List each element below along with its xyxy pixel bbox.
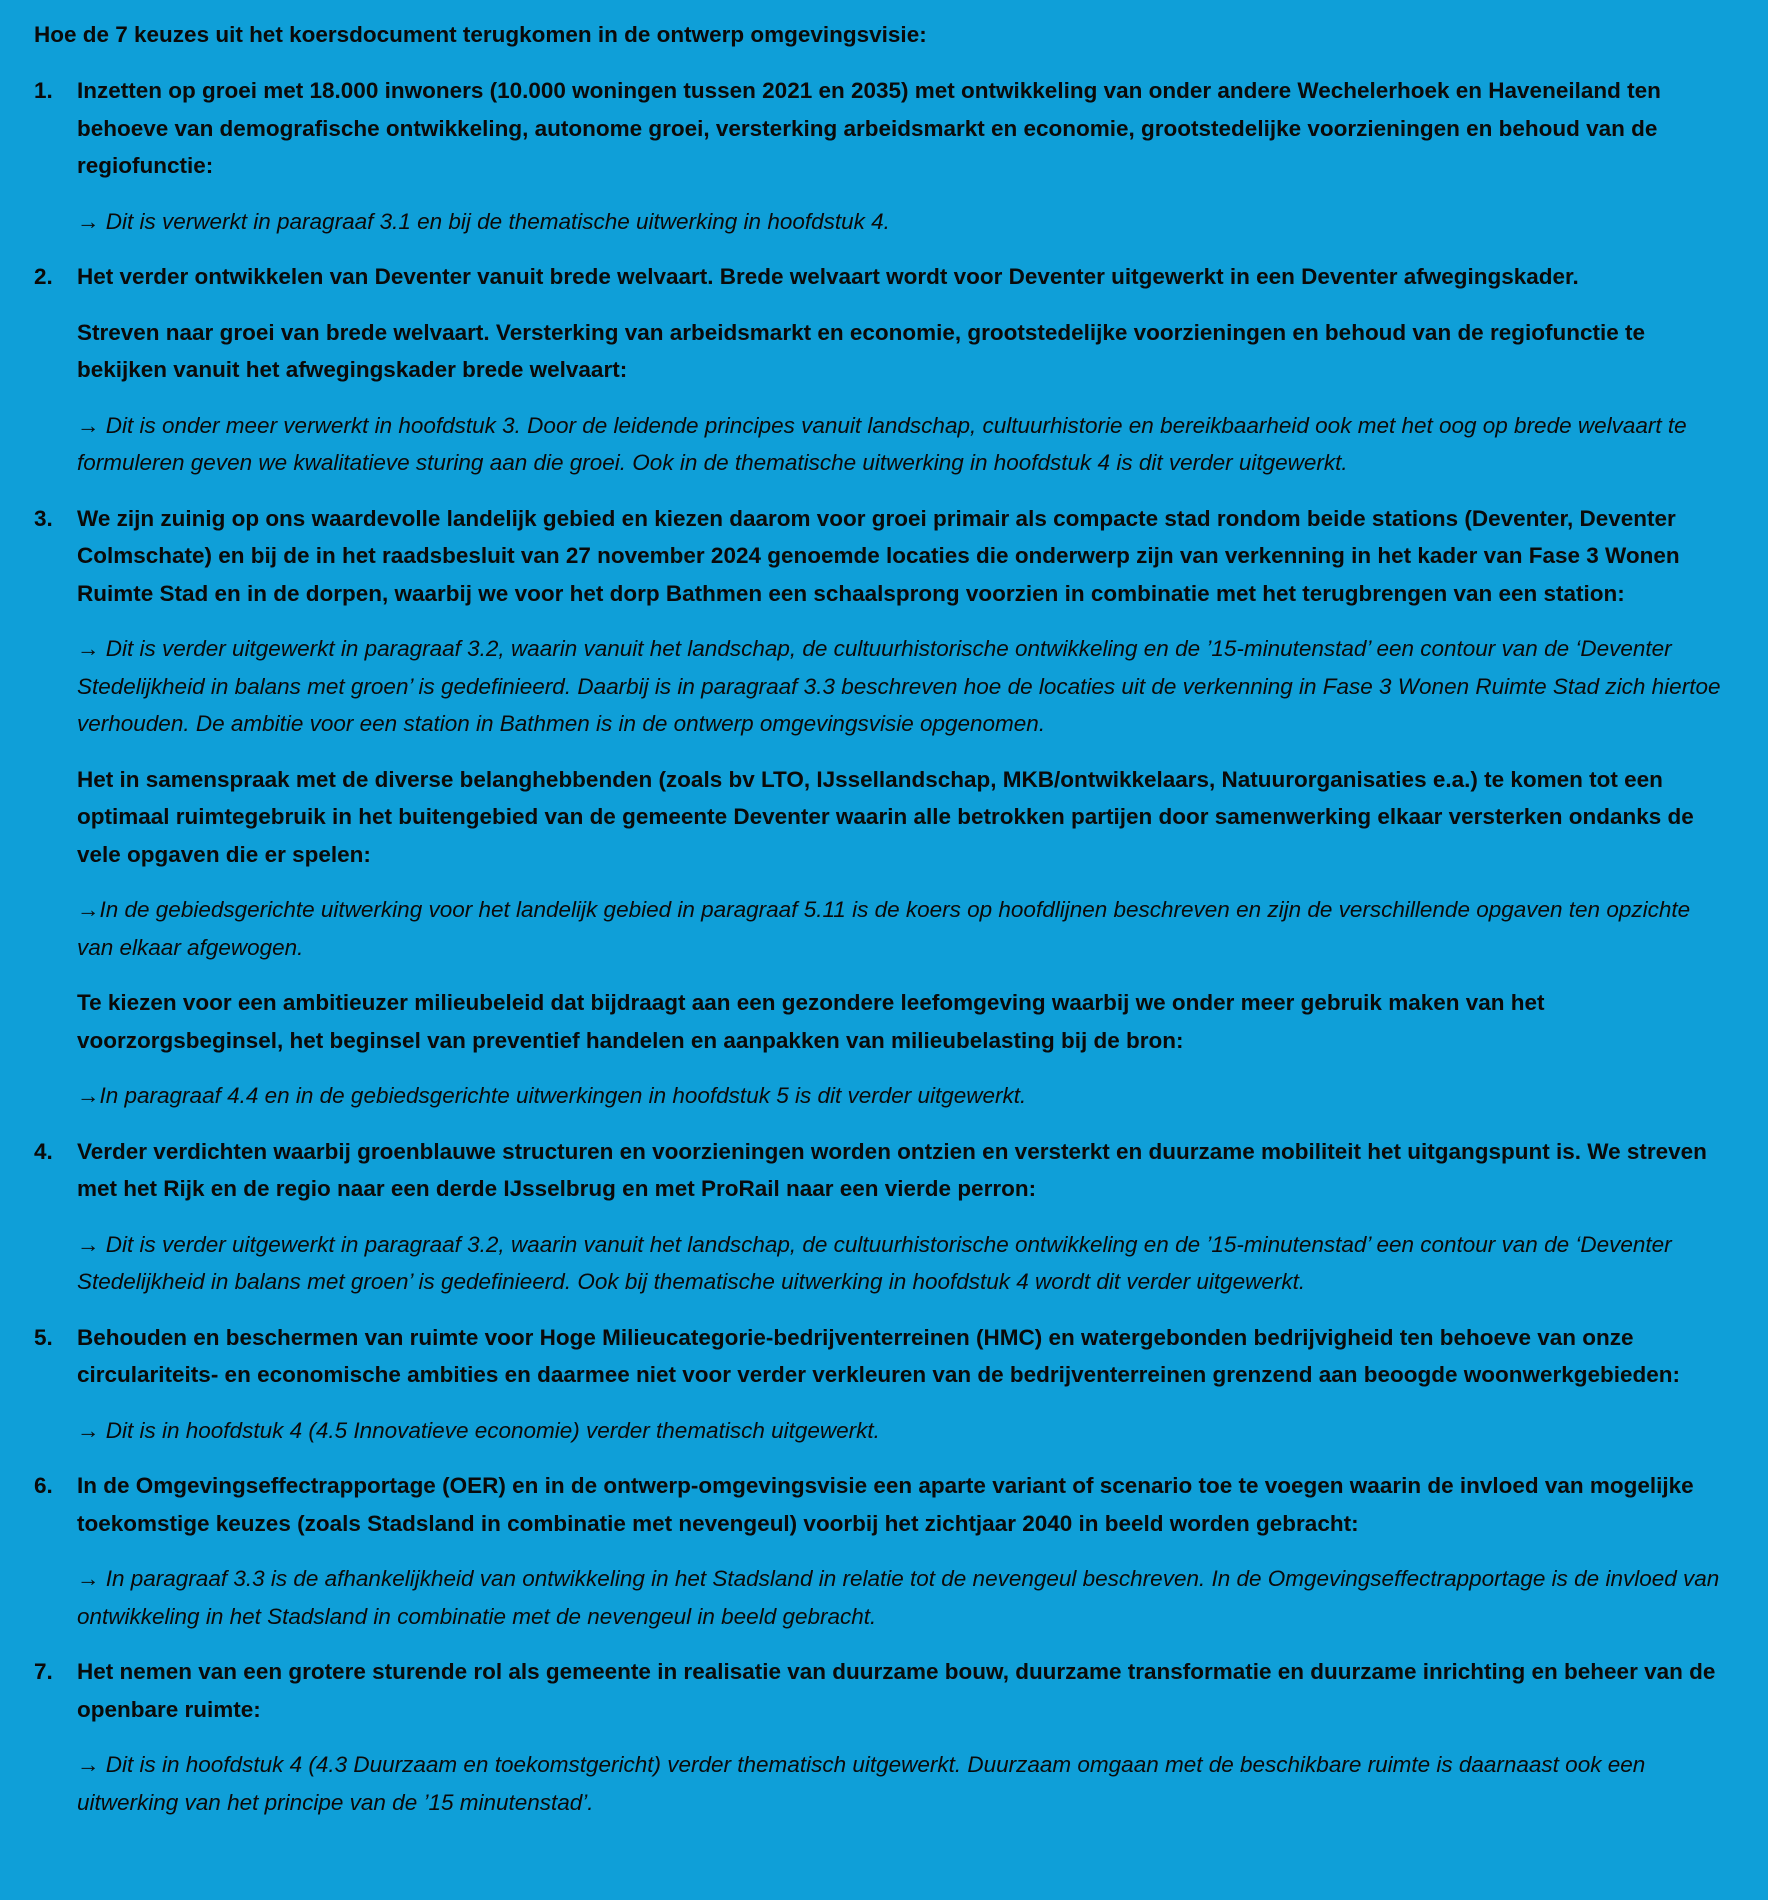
choice-paragraph: Het in samenspraak met de diverse belanghebbenden (zoals bv LTO, IJssellandschap, MKB/ontwikkelaars, Natuurorganisaties e.a.) te komen tot een optimaal ruimtegebruik in het buitengebied van de gemeente Deventer waarin alle betrokken partijen door samenwerking elkaar versterken ondanks de vele opgaven die er spelen:: [77, 766, 1694, 867]
list-item: [34, 1133, 1724, 1301]
document-heading: Hoe de 7 keuzes uit het koersdocument terugkomen in de ontwerp omgevingsvisie:: [34, 22, 927, 47]
list-item: [34, 258, 1724, 482]
list-item: [34, 1653, 1724, 1821]
choice-paragraph: Te kiezen voor een ambitieuzer milieubeleid dat bijdraagt aan een gezondere leefomgeving waarbij we onder meer gebruik maken van het voorzorgsbeginsel, het beginsel van preventief handelen en aanpakken van milieubelasting bij de bron:: [77, 990, 1545, 1053]
list-item-body: [77, 1319, 1724, 1450]
list-item-number: 1.: [34, 78, 53, 103]
list-item: [34, 1319, 1724, 1450]
elaboration-paragraph: → Dit is verder uitgewerkt in paragraaf 3.2, waarin vanuit het landschap, de cultuurhistorische ontwikkeling en de ’15-minutenstad’ een contour van de ‘Deventer Stedelijkheid in balans met groen’ is gedefinieerd. Ook bij thematische uitwerking in hoofdstuk 4 wordt dit verder uitgewerkt.: [77, 1231, 1672, 1294]
list-item: [34, 72, 1724, 240]
list-item-body: [77, 258, 1724, 482]
choice-paragraph: Inzetten op groei met 18.000 inwoners (10.000 woningen tussen 2021 en 2035) met ontwikkeling van onder andere Wechelerhoek en Haveneiland ten behoeve van demografische ontwikkeling, autonome groei, versterking arbeidsmarkt en economie, grootstedelijke voorzieningen en behoud van de regiofunctie:: [77, 78, 1661, 178]
choices-list: [34, 72, 1724, 1821]
choice-paragraph: Verder verdichten waarbij groenblauwe structuren en voorzieningen worden ontzien en versterkt en duurzame mobiliteit het uitgangspunt is. We streven met het Rijk en de regio naar een derde IJsselbrug en met ProRail naar een vierde perron:: [77, 1138, 1707, 1201]
elaboration-paragraph: →In de gebiedsgerichte uitwerking voor het landelijk gebied in paragraaf 5.11 is de koers op hoofdlijnen beschreven en zijn de verschillende opgaven ten opzichte van elkaar afgewogen.: [77, 897, 1691, 960]
list-item-body: [77, 72, 1724, 240]
list-item-number: 5.: [34, 1324, 53, 1350]
choice-paragraph: Behouden en beschermen van ruimte voor Hoge Milieucategorie-bedrijventerreinen (HMC) en watergebonden bedrijvigheid ten behoeve van onze circulariteits- en economische ambities en daarmee niet voor verder verkleuren van de bedrijventerreinen grenzend aan beoogde woonwerkgebieden:: [77, 1324, 1681, 1387]
list-item-number: 7.: [34, 1659, 53, 1684]
choice-paragraph: In de Omgevingseffectrapportage (OER) en in de ontwerp-omgevingsvisie een aparte variant of scenario toe te voegen waarin de invloed van mogelijke toekomstige keuzes (zoals Stadsland in combinatie met nevengeul) voorbij het zichtjaar 2040 in beeld worden gebracht:: [77, 1473, 1694, 1536]
choice-paragraph: We zijn zuinig op ons waardevolle landelijk gebied en kiezen daarom voor groei primair als compacte stad rondom beide stations (Deventer, Deventer Colmschate) en bij de in het raadsbesluit van 27 november 2024 genoemde locaties die onderwerp zijn van verkenning in het kader van Fase 3 Wonen Ruimte Stad en in de dorpen, waarbij we voor het dorp Bathmen een schaalsprong voorzien in combinatie met het terugbrengen van een station:: [77, 505, 1680, 606]
list-item-body: [77, 1133, 1724, 1301]
choice-paragraph: Streven naar groei van brede welvaart. Versterking van arbeidsmarkt en economie, grootstedelijke voorzieningen en behoud van de regiofunctie te bekijken vanuit het afwegingskader brede welvaart:: [77, 319, 1645, 382]
list-item-number: 3.: [34, 505, 53, 531]
elaboration-paragraph: → Dit is verder uitgewerkt in paragraaf 3.2, waarin vanuit het landschap, de cultuurhistorische ontwikkeling en de ’15-minutenstad’ een contour van de ‘Deventer Stedelijkheid in balans met groen’ is gedefinieerd. Daarbij is in paragraaf 3.3 beschreven hoe de locaties uit de verkenning in Fase 3 Wonen Ruimte Stad zich hiertoe verhouden. De ambitie voor een station in Bathmen is in de ontwerp omgevingsvisie opgenomen.: [77, 636, 1721, 736]
list-item-body: [77, 1467, 1724, 1635]
list-item-number: 4.: [34, 1138, 53, 1164]
elaboration-paragraph: → Dit is in hoofdstuk 4 (4.3 Duurzaam en toekomstgericht) verder thematisch uitgewerkt. Duurzaam omgaan met de beschikbare ruimte is daarnaast ook een uitwerking van het principe van de ’15 minutenstad’.: [77, 1752, 1646, 1815]
choice-paragraph: Het nemen van een grotere sturende rol als gemeente in realisatie van duurzame bouw, duurzame transformatie en duurzame inrichting en beheer van de openbare ruimte:: [77, 1659, 1716, 1722]
list-item-body: [77, 500, 1724, 1115]
list-item: [34, 500, 1724, 1115]
list-item: [34, 1467, 1724, 1635]
list-item-number: 6.: [34, 1473, 53, 1498]
list-item-number: 2.: [34, 264, 53, 289]
elaboration-paragraph: → Dit is in hoofdstuk 4 (4.5 Innovatieve economie) verder thematisch uitgewerkt.: [77, 1417, 880, 1443]
list-item-body: [77, 1653, 1724, 1821]
elaboration-paragraph: → Dit is verwerkt in paragraaf 3.1 en bij de thematische uitwerking in hoofdstuk 4.: [77, 208, 890, 234]
elaboration-paragraph: →In paragraaf 4.4 en in de gebiedsgerichte uitwerkingen in hoofdstuk 5 is dit verder uitgewerkt.: [77, 1083, 1027, 1108]
elaboration-paragraph: → In paragraaf 3.3 is de afhankelijkheid van ontwikkeling in het Stadsland in relatie tot de nevengeul beschreven. In de Omgevingseffectrapportage is de invloed van ontwikkeling in het Stadsland in combinatie met de nevengeul in beeld gebracht.: [77, 1566, 1720, 1629]
elaboration-paragraph: → Dit is onder meer verwerkt in hoofdstuk 3. Door de leidende principes vanuit landschap, cultuurhistorie en bereikbaarheid ook met het oog op brede welvaart te formuleren geven we kwalitatieve sturing aan die groei. Ook in de thematische uitwerking in hoofdstuk 4 is dit verder uitgewerkt.: [77, 412, 1687, 475]
choice-paragraph: Het verder ontwikkelen van Deventer vanuit brede welvaart. Brede welvaart wordt voor Deventer uitgewerkt in een Deventer afwegingskader.: [77, 264, 1579, 289]
